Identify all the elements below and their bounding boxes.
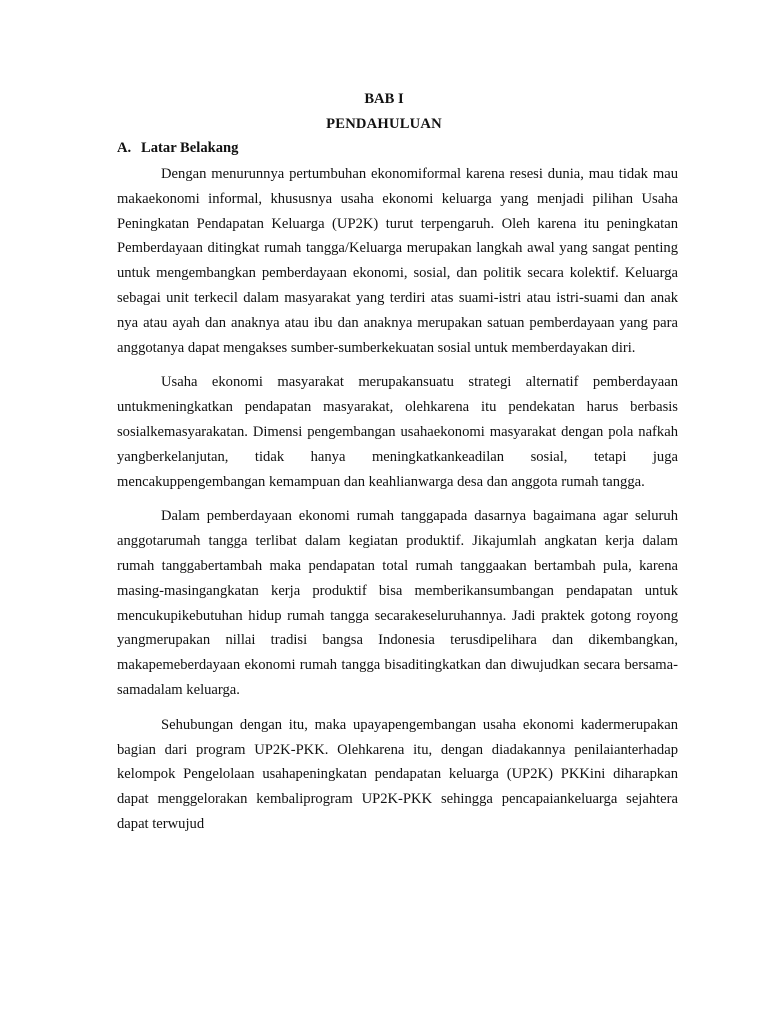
paragraph-1: Dengan menurunnya pertumbuhan ekonomiformal karena resesi dunia, mau tidak mau makaekonomi informal, khususnya usaha ekonomi keluarga yang menjadi pilihan Usaha Peningkatan Pendapatan Keluarga (UP2K) turut terpengaruh. Oleh karena itu peningkatan Pemberdayaan ditingkat rumah tangga/Keluarga merupakan langkah awal yang sangat penting untuk mengembangkan pemberdayaan ekonomi, sosial, dan politik secara kolektif. Keluarga sebagai unit terkecil dalam masyarakat yang terdiri atas suami-istri atau istri-suami dan anak nya atau ayah dan anaknya atau ibu dan anaknya merupakan satuan pemberdayaan yang para anggotanya dapat mengakses sumber-sumberkekuatan sosial untuk memberdayakan diri. (117, 166, 678, 356)
section-heading (117, 140, 238, 157)
paragraph-2: Usaha ekonomi masyarakat merupakansuatu strategi alternatif pemberdayaan untukmeningkatkan pendapatan masyarakat, olehkarena itu pendekatan harus berbasis sosialkemasyarakatan. Dimensi pengembangan usahaekonomi masyarakat dengan pola nafkah yangberkelanjutan, tidak hanya meningkatkankeadilan sosial, tetapi juga mencakuppengembangan kemampuan dan keahlianwarga desa dan anggota rumah tangga. (117, 374, 678, 490)
section-marker: A. (117, 140, 132, 156)
chapter-title: PENDAHULUAN (326, 116, 442, 132)
paragraph-3: Dalam pemberdayaan ekonomi rumah tanggapada dasarnya bagaimana agar seluruh anggotarumah tangga terlibat dalam kegiatan produktif. Jikajumlah angkatan kerja dalam rumah tanggabertambah maka pendapatan total rumah tanggaakan bertambah pula, karena masing-masingangkatan kerja produktif bisa memberikansumbangan pendapatan untuk mencukupikebutuhan hidup rumah tangga secarakeseluruhannya. Jadi praktek gotong royong yangmerupakan nillai tradisi bangsa Indonesia terusdipelihara dan dikembangkan, makapemeberdayaan ekonomi rumah tangga bisaditingkatkan dan diwujudkan secara bersama-samadalam keluarga. (117, 508, 678, 698)
paragraph-4: Sehubungan dengan itu, maka upayapengembangan usaha ekonomi kadermerupakan bagian dari program UP2K-PKK. Olehkarena itu, dengan diadakannya penilaianterhadap kelompok Pengelolaan usahapeningkatan pendapatan keluarga (UP2K) PKKini diharapkan dapat menggelorakan kembaliprogram UP2K-PKK sehingga pencapaiankeluarga sejahtera dapat terwujud (117, 716, 678, 832)
body-text (117, 162, 678, 847)
chapter-number: BAB I (364, 91, 404, 107)
section-title: Latar Belakang (141, 140, 239, 156)
